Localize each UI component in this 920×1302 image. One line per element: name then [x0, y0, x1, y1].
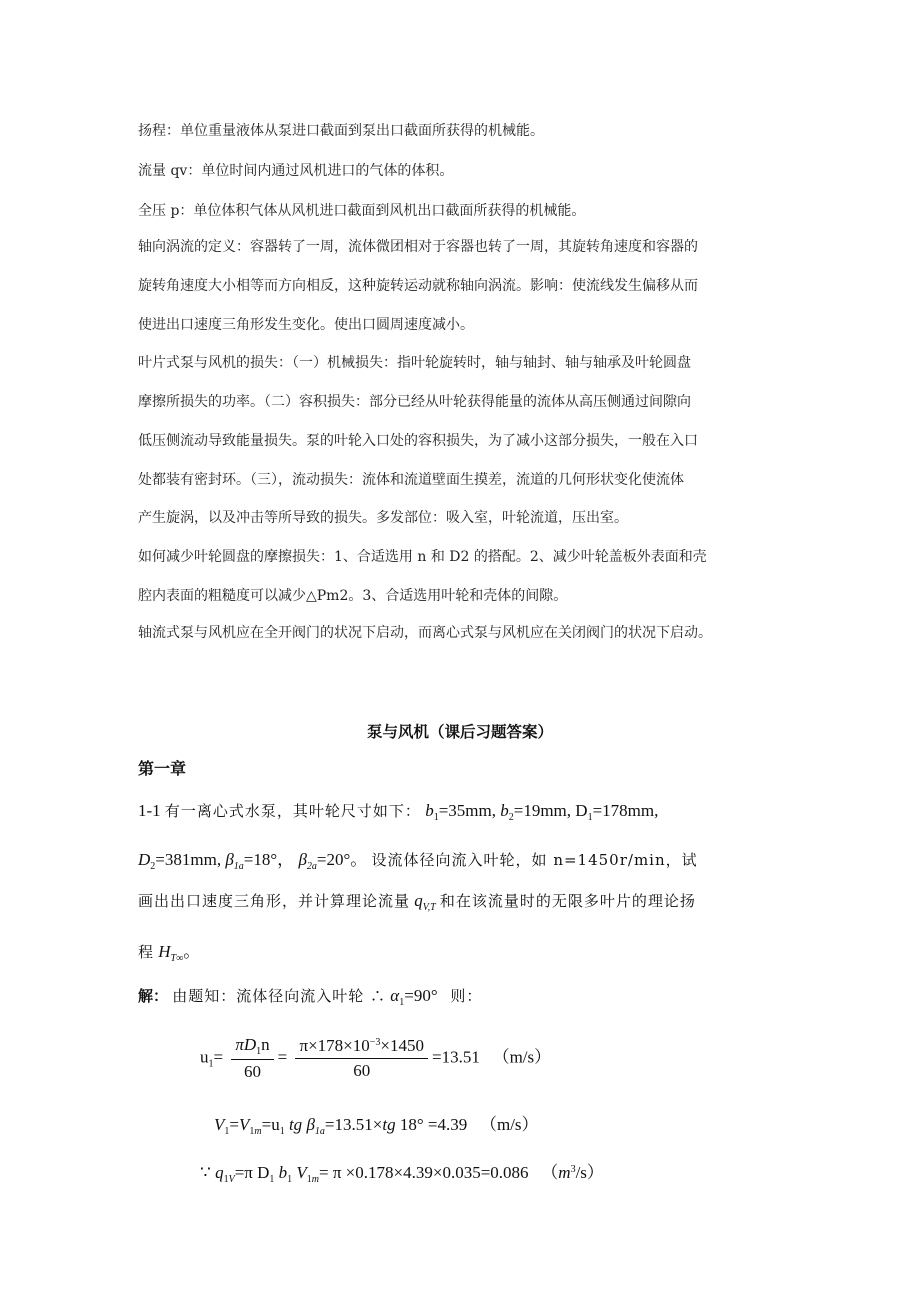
problem-line-1: 1-1 有一离心式水泵，其叶轮尺寸如下： $b_1=35mm$, $b_2=19mm$, $D_1=178mm$, — [138, 801, 659, 823]
problem-condition: 设流体径向流入叶轮，如 n=1450r/min，试 — [371, 851, 698, 869]
eq-rhs: = π ×0.178×4.39×0.035=0.086 — [319, 1163, 529, 1182]
problem-text: 程 — [138, 943, 155, 961]
note-line: 全压 p：单位体积气体从风机进口截面到风机出口截面所获得的机械能。 — [138, 203, 586, 219]
problem-text: 画出出口速度三角形，并计算理论流量 — [138, 892, 411, 910]
eq-rhs: =13.51× — [324, 1115, 383, 1134]
equation-q1v: ∵ $q_{1V}=\pi$ $D_1$ $b_1$ $V_{1m}= \pi \times 0.178\times 4.39\times 0.035=0.086$ $(m^3/s)$ — [200, 1163, 604, 1185]
beta2a-value: =20°。 — [316, 850, 368, 869]
note-line: 扬程：单位重量液体从泵进口截面到泵出口截面所获得的机械能。 — [138, 123, 544, 139]
frac-den: 60 — [353, 1061, 371, 1080]
problem-intro: 有一离心式水泵，其叶轮尺寸如下： — [164, 802, 421, 820]
eq-angle: 18° — [399, 1115, 424, 1134]
d1-value: =178mm, — [592, 801, 659, 820]
problem-line-3: 画出出口速度三角形，并计算理论流量 $q_{V,T}$ 和在该流量时的无限多叶片的理论扬 — [138, 891, 696, 913]
eq-unit: /s） — [575, 1163, 604, 1182]
frac-num: n — [261, 1035, 270, 1054]
solution-then: 则： — [450, 987, 483, 1005]
frac-num: ×1450 — [380, 1036, 424, 1055]
b1-value: =35mm, — [438, 801, 496, 820]
exponent: −3 — [369, 1037, 381, 1048]
note-line: 轴流式泵与风机应在全开阀门的状况下启动，而离心式泵与风机应在关闭阀门的状况下启动。 — [138, 625, 712, 641]
note-line: 摩擦所损失的功率。（二）容积损失：部分已经从叶轮获得能量的流体从高压侧通过间隙向 — [138, 394, 691, 410]
note-line: 旋转角速度大小相等而方向相反，这种旋转运动就称轴向涡流。影响：使流线发生偏移从而 — [138, 278, 698, 294]
fraction: $\frac{\pi D_1n}{60}$ — [231, 1035, 273, 1082]
fraction — [295, 1036, 428, 1081]
problem-line-2: $D_2=381mm$, $\beta_{1a}=18^\circ$， $\beta_{2a}=20^\circ$。 设流体径向流入叶轮，如 n=1450r/min，试 — [138, 850, 698, 872]
eq-lhs: u — [200, 1047, 209, 1067]
note-line: 产生旋涡，以及冲击等所导致的损失。多发部位：吸入室，叶轮流道，压出室。 — [138, 510, 628, 526]
chapter-heading: 第一章 — [138, 759, 187, 778]
note-line: 腔内表面的粗糙度可以减少△Pm2。3、合适选用叶轮和壳体的间隙。 — [138, 588, 568, 604]
equation-v1: $V_1=V_{1m}=u_1$ tg $\beta_{1a}=13.51\times tg$ 18° =4.39 （m/s） — [214, 1115, 539, 1137]
beta1a-value: =18°， — [243, 850, 295, 869]
problem-line-4: 程 $H_{T\infty}$。 — [138, 942, 201, 964]
alpha-value: =90° — [404, 986, 438, 1005]
eq-result: =4.39 — [427, 1115, 468, 1134]
problem-text: 和在该流量时的无限多叶片的理论扬 — [439, 892, 696, 910]
solution-label: 解： — [138, 987, 169, 1005]
b2-value: =19mm, — [513, 801, 572, 820]
problem-number: 1-1 — [138, 801, 161, 820]
eq-mid: =u — [261, 1115, 280, 1134]
because-symbol: ∵ — [200, 1163, 211, 1182]
note-line: 使进出口速度三角形发生变化。使出口圆周速度减小。 — [138, 317, 474, 333]
solution-line: 解： 由题知：流体径向流入叶轮 ∴ $\alpha_1=90^\circ$ 则： — [138, 986, 483, 1008]
d2-value: =381mm, — [155, 850, 222, 869]
eq-unit: （m/s） — [479, 1115, 539, 1134]
frac-den: 60 — [243, 1062, 261, 1081]
note-line: 流量 qv：单位时间内通过风机进口的气体的体积。 — [138, 163, 454, 179]
note-line: 低压侧流动导致能量损失。泵的叶轮入口处的容积损失，为了减小这部分损失，一般在入口 — [138, 433, 698, 449]
eq-result: =13.51 — [431, 1047, 480, 1067]
frac-num: π×178×10 — [299, 1036, 370, 1055]
note-line: 处都装有密封环。（三），流动损失：流体和流道壁面生摸差，流道的几何形状变化使流体 — [138, 472, 684, 488]
note-line: 轴向涡流的定义：容器转了一周，流体微团相对于容器也转了一周，其旋转角速度和容器的 — [138, 239, 698, 255]
problem-text: 。 — [183, 942, 201, 961]
tg: tg — [288, 1115, 303, 1134]
eq-unit: （m/s） — [492, 1047, 552, 1067]
section-title: 泵与风机（课后习题答案） — [366, 723, 553, 741]
eq-part: =π D — [234, 1163, 270, 1182]
solution-text: 由题知：流体径向流入叶轮 ∴ — [172, 987, 387, 1005]
eq-unit: （ — [541, 1163, 559, 1182]
note-line: 如何减少叶轮圆盘的摩擦损失：1、合适选用 n 和 D2 的搭配。2、减少叶轮盖板外表面和壳 — [138, 549, 707, 565]
note-line: 叶片式泵与风机的损失：（一）机械损失：指叶轮旋转时，轴与轴封、轴与轴承及叶轮圆盘 — [138, 355, 691, 371]
equation-u1: $u_1=$ $\frac{\pi D_1n}{60}$ = $\frac{\pi\times 178\times 10^{-3}\times 1450}{60}$ =13.51 （m/s） — [200, 1035, 552, 1081]
